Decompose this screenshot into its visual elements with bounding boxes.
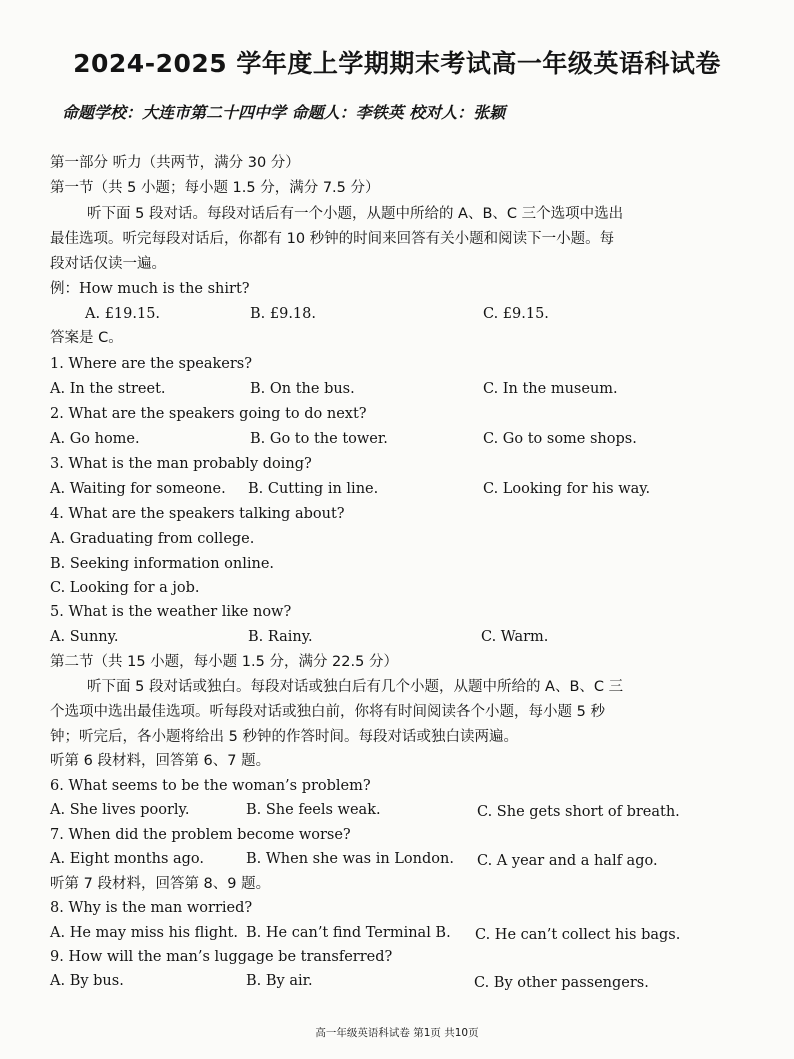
- question-7: 7. When did the problem become worse?: [50, 827, 351, 843]
- q9-option-c: C. By other passengers.: [474, 975, 649, 991]
- section2-instruction-line: 个选项中选出最佳选项。听每段对话或独白前，你将有时间阅读各个小题，每小题 5 秒: [50, 704, 605, 720]
- section1-instruction-line: 最佳选项。听完每段对话后，你都有 10 秒钟的时间来回答有关小题和阅读下一小题。每: [50, 231, 615, 247]
- q7-option-a: A. Eight months ago.: [50, 851, 205, 867]
- material-6-note: 听第 6 段材料，回答第 6、7 题。: [50, 753, 271, 769]
- q6-option-a: A. She lives poorly.: [50, 802, 190, 818]
- example-question: 例：How much is the shirt?: [50, 281, 250, 297]
- example-option-b: B. £9.18.: [250, 306, 316, 322]
- question-8: 8. Why is the man worried?: [50, 900, 253, 916]
- q1-option-c: C. In the museum.: [483, 381, 618, 397]
- question-1: 1. Where are the speakers?: [50, 356, 252, 372]
- q4-option-a: A. Graduating from college.: [50, 531, 255, 547]
- q5-option-b: B. Rainy.: [248, 629, 313, 645]
- q2-option-a: A. Go home.: [50, 431, 140, 447]
- section1-title: 第一节（共 5 小题；每小题 1.5 分，满分 7.5 分）: [50, 180, 380, 196]
- example-answer: 答案是 C。: [50, 330, 123, 346]
- exam-title: 2024-2025 学年度上学期期末考试高一年级英语科试卷: [73, 49, 721, 78]
- q6-option-c: C. She gets short of breath.: [477, 804, 680, 820]
- q7-option-c: C. A year and a half ago.: [477, 853, 658, 869]
- q5-option-c: C. Warm.: [481, 629, 549, 645]
- material-7-note: 听第 7 段材料，回答第 8、9 题。: [50, 876, 271, 892]
- q1-option-a: A. In the street.: [50, 381, 166, 397]
- q8-option-a: A. He may miss his flight.: [50, 925, 238, 941]
- example-option-a: A. £19.15.: [85, 306, 161, 322]
- question-9: 9. How will the man’s luggage be transferred?: [50, 949, 393, 965]
- section2-instruction-line: 听下面 5 段对话或独白。每段对话或独白后有几个小题，从题中所给的 A、B、C 三: [87, 679, 624, 695]
- q2-option-b: B. Go to the tower.: [250, 431, 388, 447]
- question-3: 3. What is the man probably doing?: [50, 456, 312, 472]
- example-option-c: C. £9.15.: [483, 306, 549, 322]
- q9-option-b: B. By air.: [246, 973, 313, 989]
- question-6: 6. What seems to be the woman’s problem?: [50, 778, 371, 794]
- q8-option-b: B. He can’t find Terminal B.: [246, 925, 451, 941]
- q4-option-c: C. Looking for a job.: [50, 580, 200, 596]
- section2-instruction-line: 钟；听完后，各小题将给出 5 秒钟的作答时间。每段对话或独白读两遍。: [50, 729, 518, 745]
- q8-option-c: C. He can’t collect his bags.: [475, 927, 681, 943]
- question-2: 2. What are the speakers going to do next?: [50, 406, 367, 422]
- q3-option-c: C. Looking for his way.: [483, 481, 651, 497]
- page-footer: 高一年级英语科试卷 第1页 共10页: [315, 1027, 479, 1039]
- exam-byline: 命题学校：大连市第二十四中学 命题人：李铁英 校对人：张颖: [62, 103, 506, 122]
- question-4: 4. What are the speakers talking about?: [50, 506, 345, 522]
- q3-option-a: A. Waiting for someone.: [50, 481, 226, 497]
- q5-option-a: A. Sunny.: [50, 629, 119, 645]
- section1-instruction-line: 段对话仅读一遍。: [50, 256, 166, 272]
- question-5: 5. What is the weather like now?: [50, 604, 292, 620]
- q7-option-b: B. When she was in London.: [246, 851, 454, 867]
- q4-option-b: B. Seeking information online.: [50, 556, 275, 572]
- section2-title: 第二节（共 15 小题，每小题 1.5 分，满分 22.5 分）: [50, 654, 398, 670]
- q1-option-b: B. On the bus.: [250, 381, 355, 397]
- q6-option-b: B. She feels weak.: [246, 802, 381, 818]
- q9-option-a: A. By bus.: [50, 973, 124, 989]
- section1-instruction-line: 听下面 5 段对话。每段对话后有一个小题，从题中所给的 A、B、C 三个选项中选出: [87, 206, 624, 222]
- part1-title: 第一部分 听力（共两节，满分 30 分）: [50, 155, 300, 171]
- q2-option-c: C. Go to some shops.: [483, 431, 637, 447]
- q3-option-b: B. Cutting in line.: [248, 481, 379, 497]
